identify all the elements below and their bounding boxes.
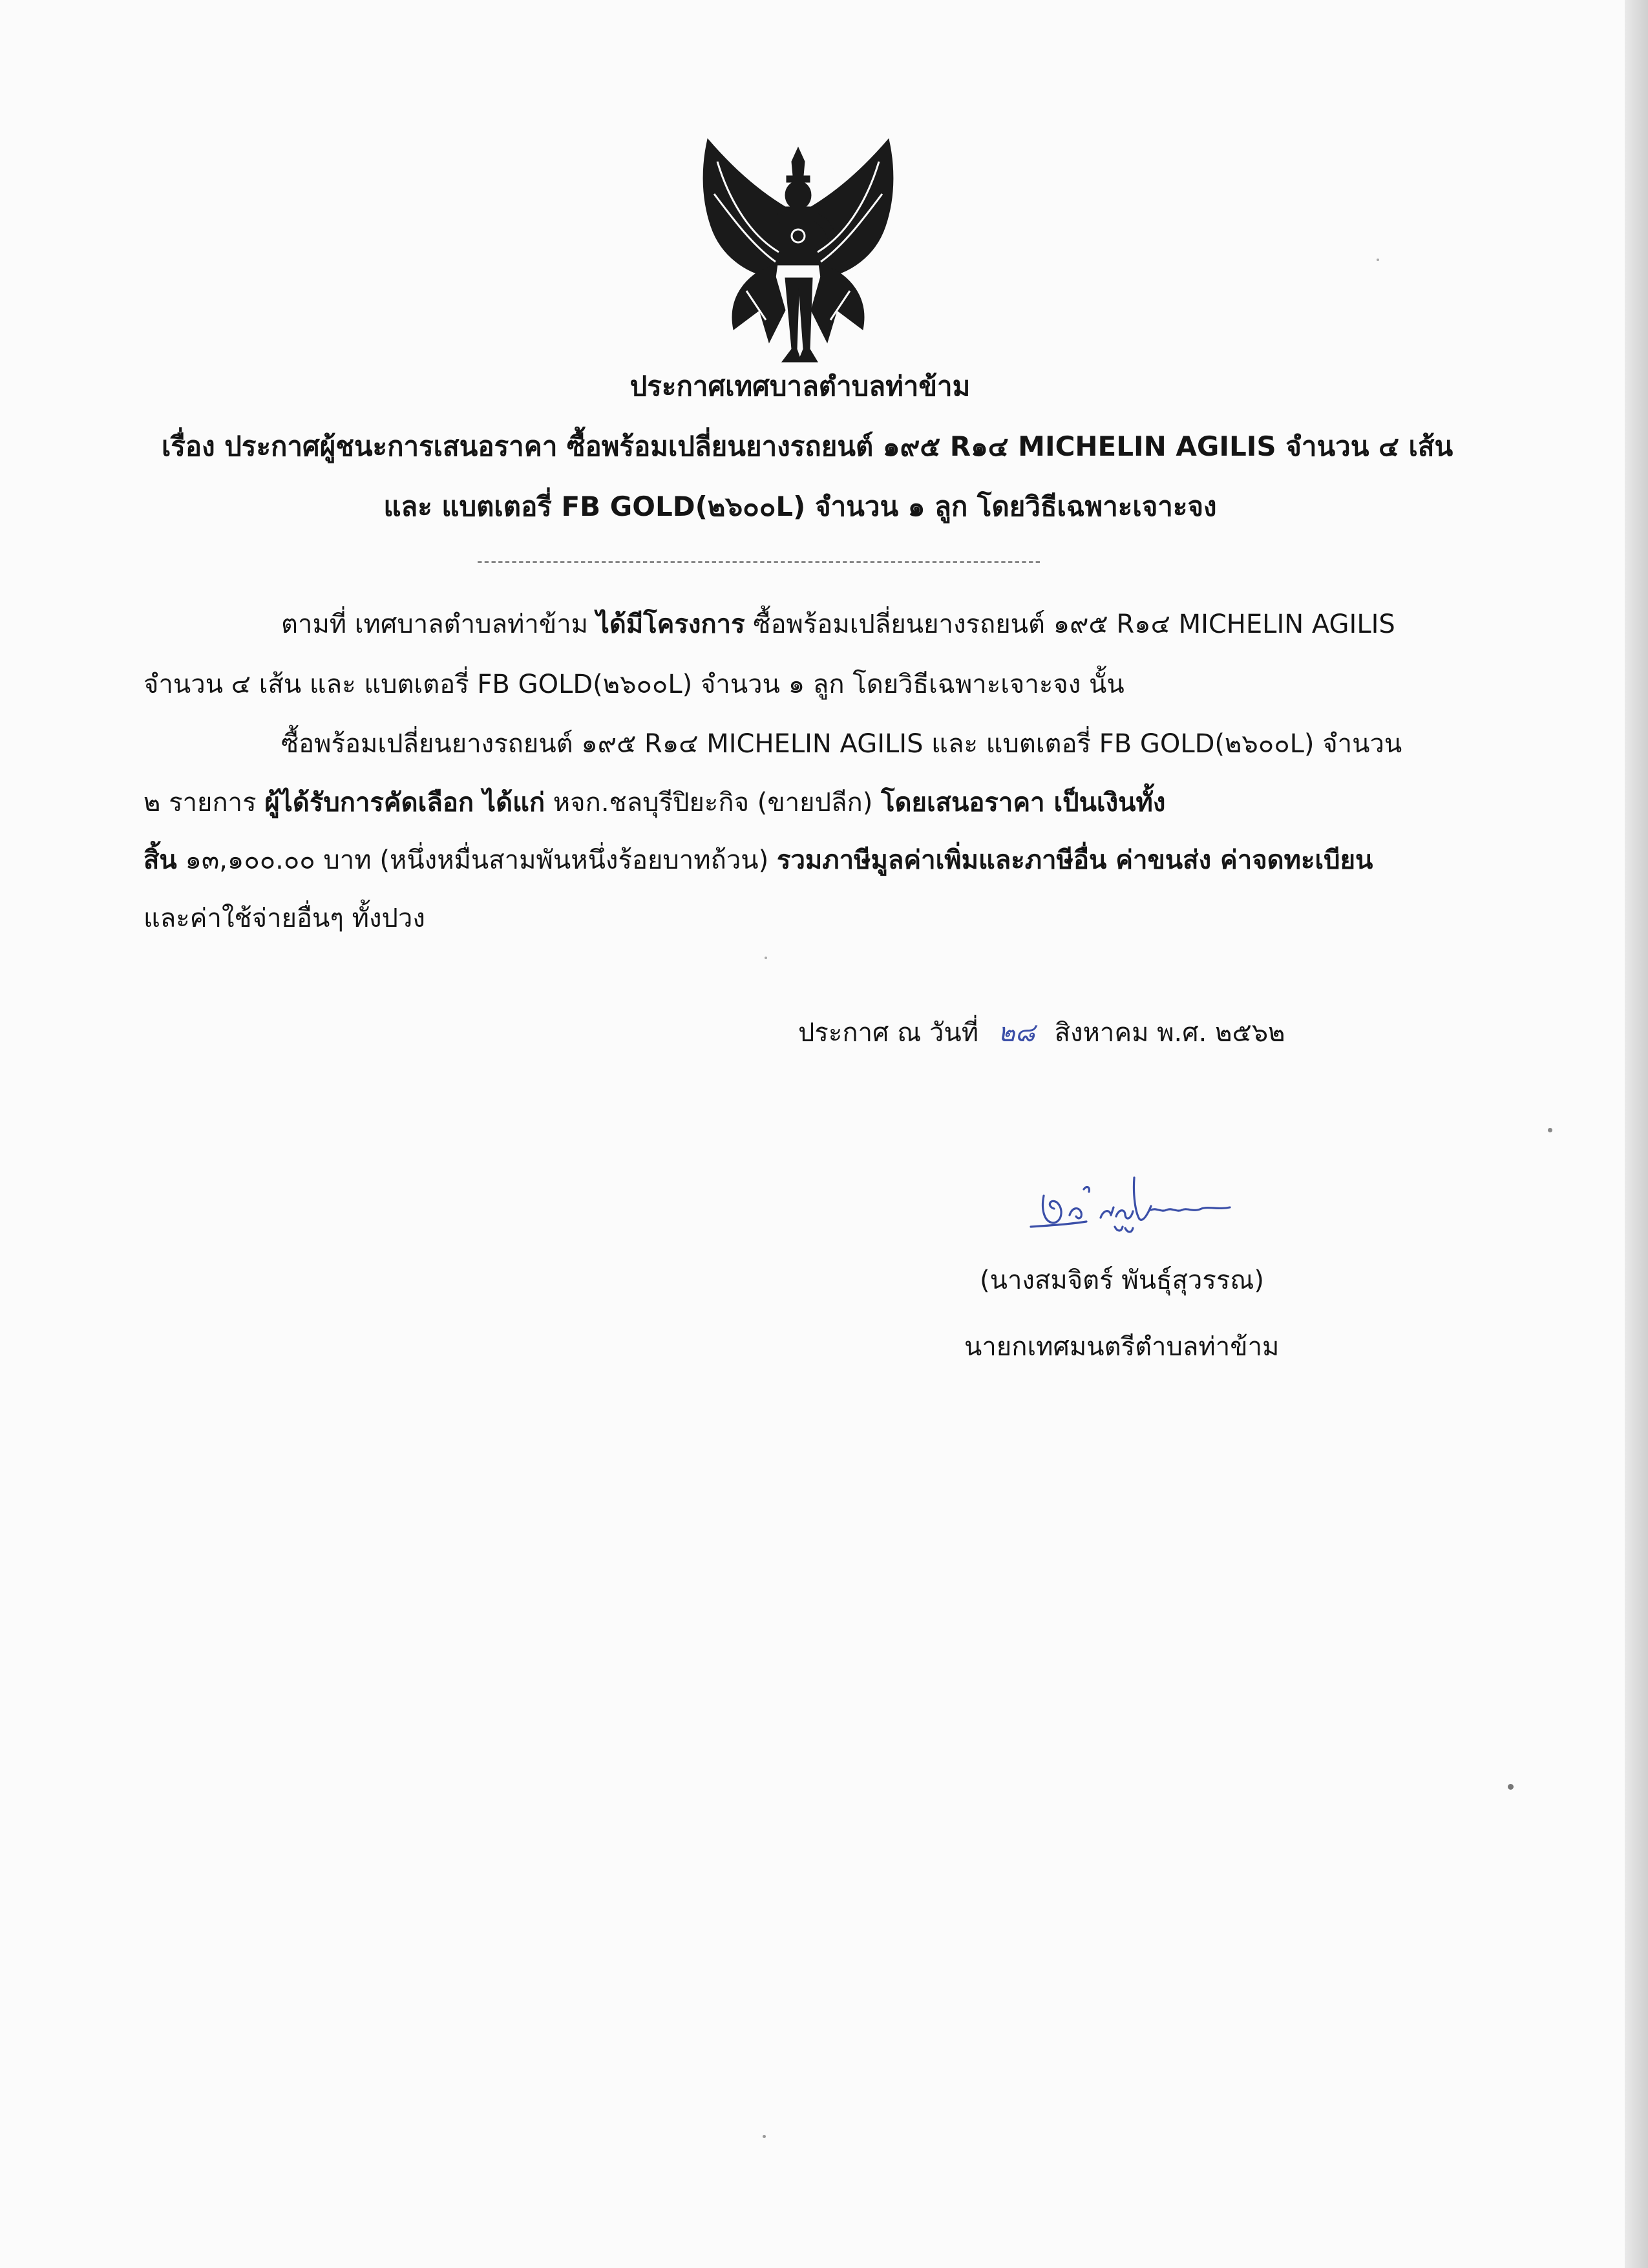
scan-speck — [765, 957, 767, 959]
document-title: ประกาศเทศบาลตำบลท่าข้าม — [629, 370, 971, 402]
scan-edge — [1625, 0, 1648, 2268]
handwritten-signature-icon — [1024, 1170, 1238, 1241]
paragraph-1-text-b: ซื้อพร้อมเปลี่ยนยางรถยนต์ ๑๙๕ R๑๔ MICHELIN AGILIS — [745, 609, 1395, 639]
subject-line-2: และ แบตเตอรี่ FB GOLD(๒๖๐๐L) จำนวน ๑ ลูก โดยวิธีเฉพาะเจาะจง — [383, 491, 1217, 522]
paragraph-1-line-2: จำนวน ๔ เส้น และ แบตเตอรี่ FB GOLD(๒๖๐๐L) จำนวน ๑ ลูก โดยวิธีเฉพาะเจาะจง นั้น — [143, 670, 1125, 699]
paragraph-2-bold-text-b: โดยเสนอราคา เป็นเงินทั้ง — [881, 788, 1166, 818]
paragraph-2-amount: ๑๓,๑๐๐.๐๐ บาท (หนึ่งหมื่นสามพันหนึ่งร้อยบาทถ้วน) — [176, 845, 777, 875]
paragraph-1-text-a: ตามที่ เทศบาลตำบลท่าข้าม — [281, 609, 597, 639]
date-day-handwritten: ๒๘ — [998, 1018, 1035, 1048]
paragraph-2-line-4: และค่าใช้จ่ายอื่นๆ ทั้งปวง — [143, 904, 425, 933]
paragraph-1-line-1 — [281, 608, 1395, 641]
paragraph-2-text-a: ๒ รายการ — [143, 788, 265, 818]
paragraph-2-line-3 — [143, 843, 1373, 877]
paragraph-2-bold-text-c: สิ้น — [143, 845, 177, 875]
date-suffix: สิงหาคม พ.ศ. ๒๕๖๒ — [1046, 1018, 1285, 1048]
paragraph-2-line-2 — [143, 786, 1165, 820]
scan-speck — [1508, 1784, 1514, 1790]
scan-speck — [1377, 259, 1379, 261]
scan-speck — [1548, 1128, 1552, 1132]
paragraph-1-bold-text: ได้มีโครงการ — [596, 609, 745, 639]
paragraph-2-bold-text: ผู้ได้รับการคัดเลือก ได้แก่ — [264, 788, 545, 818]
paragraph-2-bold-text-d: รวมภาษีมูลค่าเพิ่มและภาษีอื่น ค่าขนส่ง ค่าจดทะเบียน — [776, 845, 1373, 875]
paragraph-2-line-1: ซื้อพร้อมเปลี่ยนยางรถยนต์ ๑๙๕ R๑๔ MICHELIN AGILIS และ แบตเตอรี่ FB GOLD(๒๖๐๐L) จำนวน — [281, 729, 1402, 759]
subject-line-1: เรื่อง ประกาศผู้ชนะการเสนอราคา ซื้อพร้อมเปลี่ยนยางรถยนต์ ๑๙๕ R๑๔ MICHELIN AGILIS จำนวน ๔ เส้น — [162, 430, 1453, 462]
announcement-date — [798, 1016, 1285, 1050]
paragraph-2-vendor: หจก.ชลบุรีปิยะกิจ (ขายปลีก) — [545, 788, 882, 818]
garuda-emblem-icon — [688, 136, 908, 368]
separator-line: ---------------------------------------------------------------------------------- — [477, 552, 1042, 570]
scan-speck — [763, 2135, 766, 2138]
date-prefix: ประกาศ ณ วันที่ — [798, 1018, 987, 1048]
signer-position: นายกเทศมนตรีตำบลท่าข้าม — [964, 1332, 1280, 1362]
signer-name: (นางสมจิตร์ พันธุ์สุวรรณ) — [980, 1266, 1265, 1295]
